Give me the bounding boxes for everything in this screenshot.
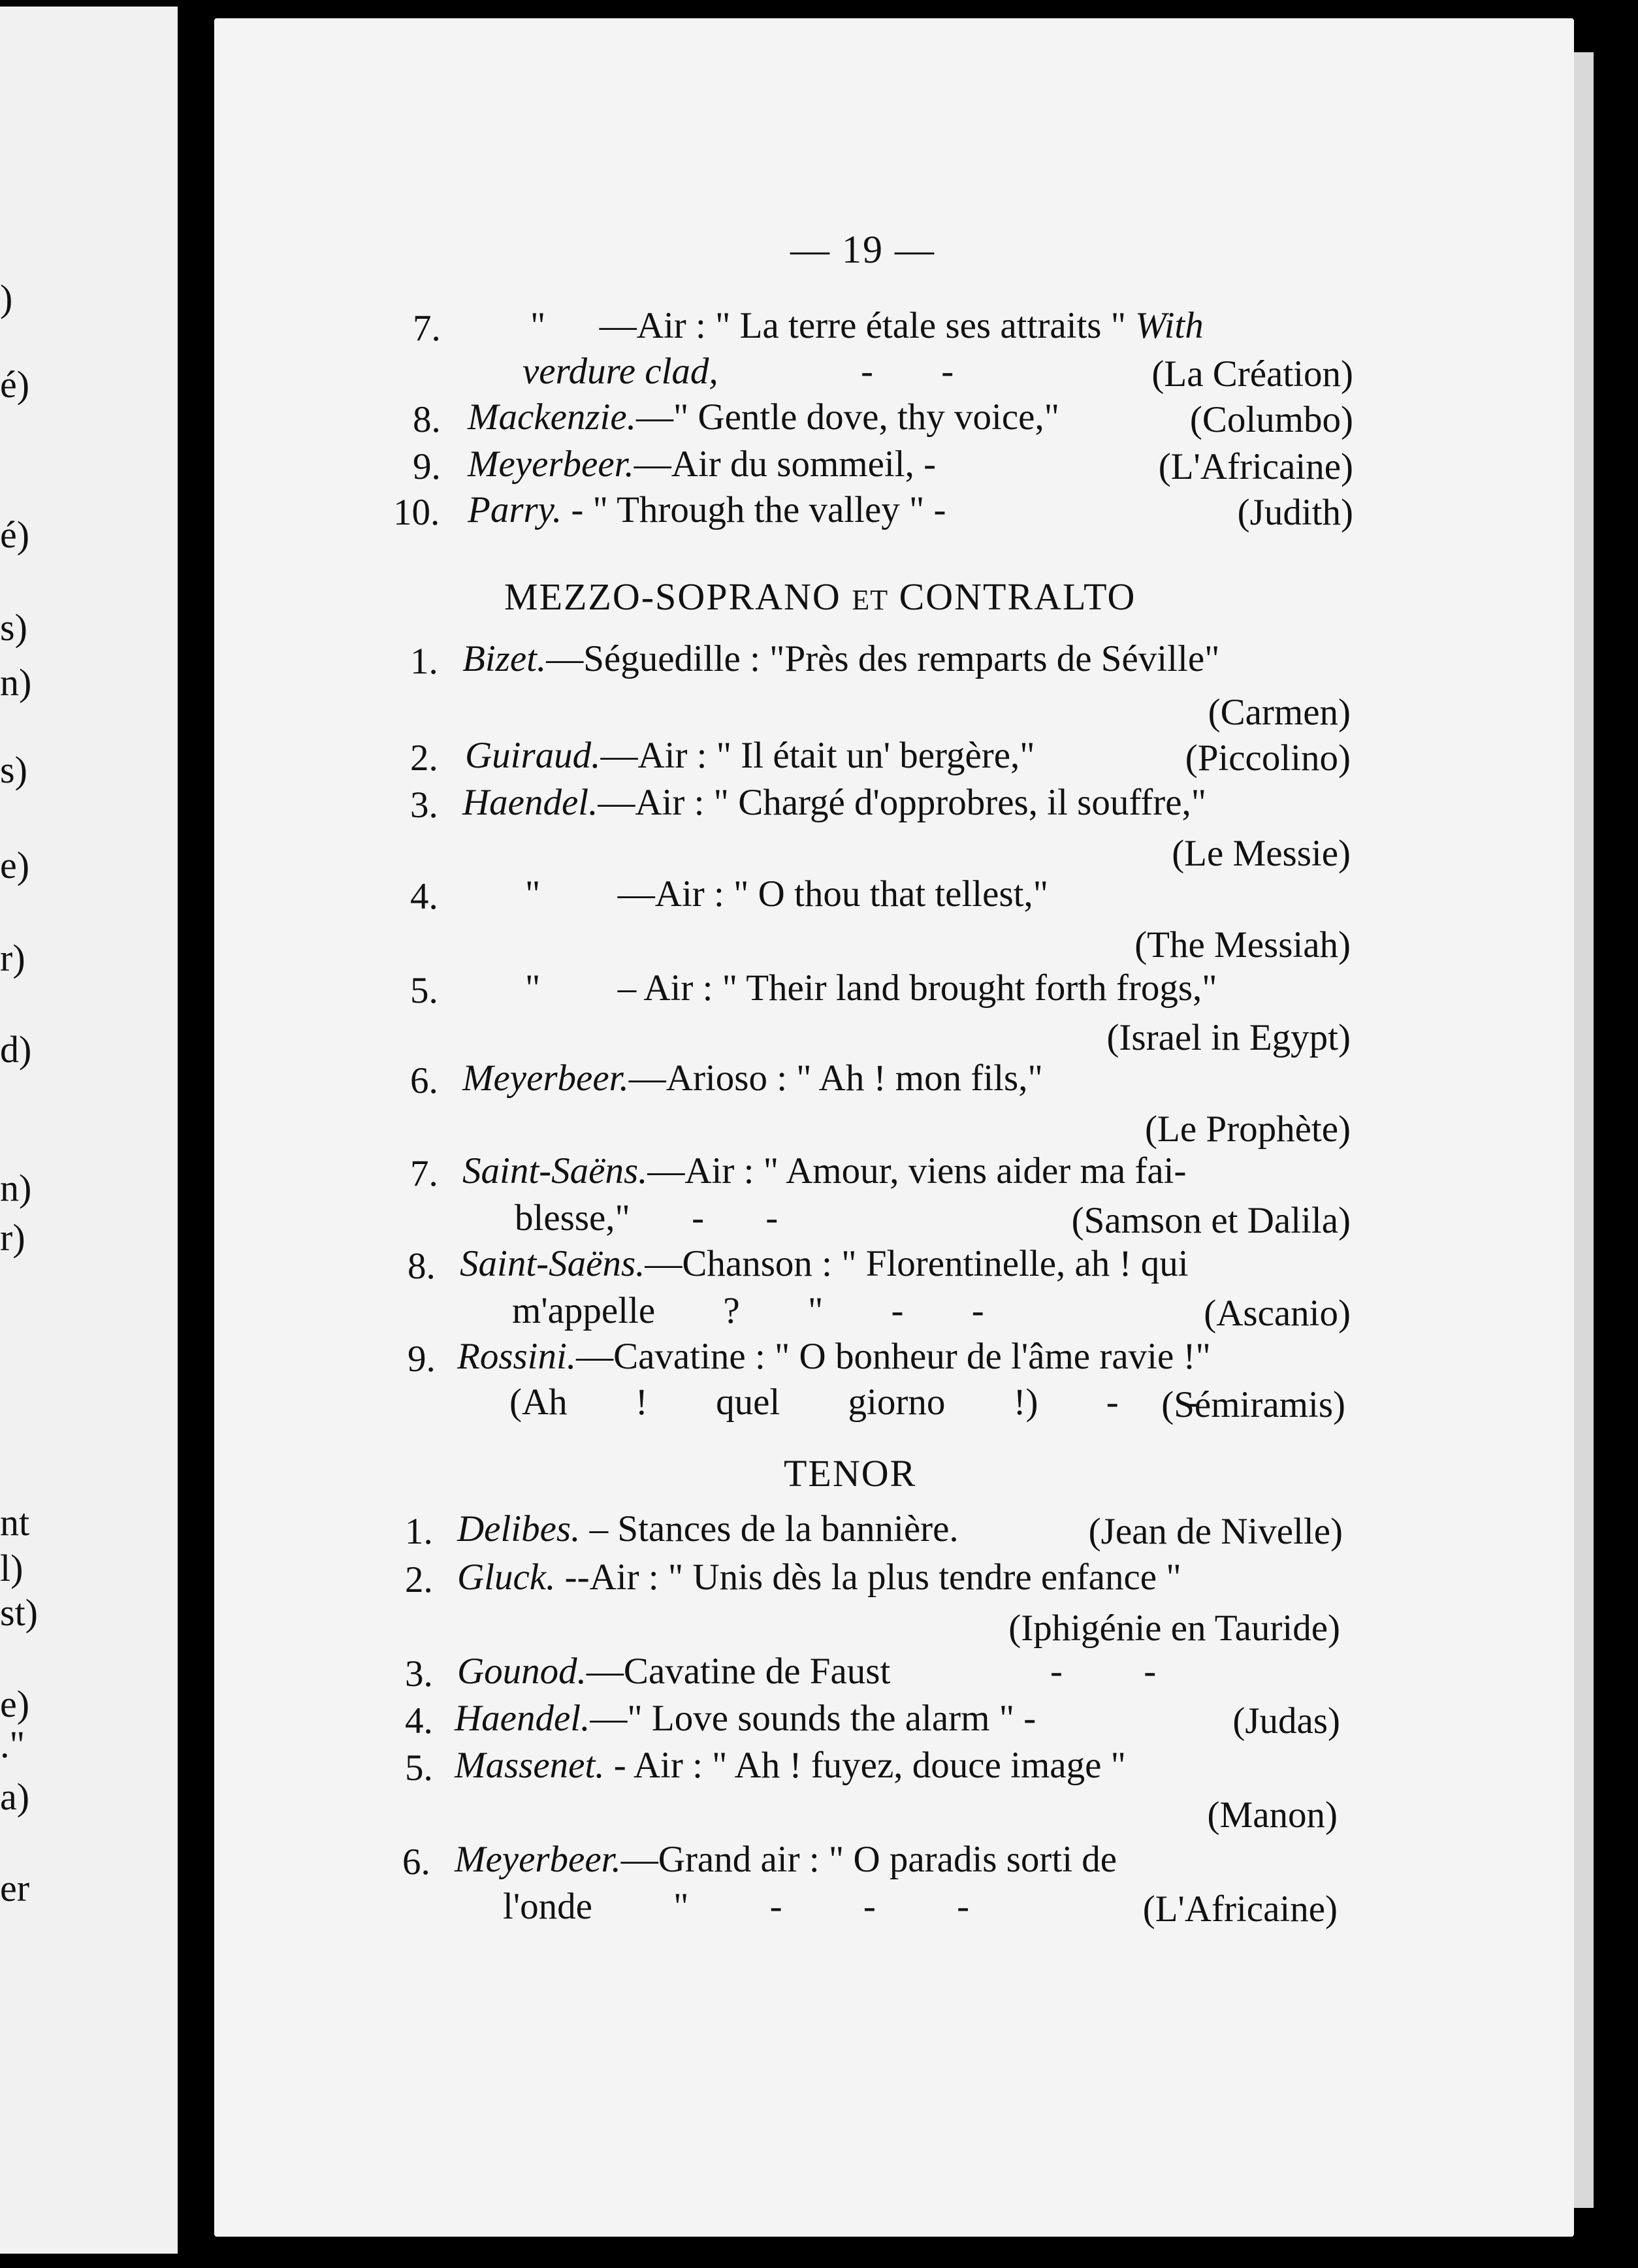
- composer-name: Bizet.: [462, 638, 547, 679]
- item-title: - " Through the valley " -: [571, 489, 946, 530]
- item-title: – Stances de la bannière.: [589, 1508, 959, 1549]
- list-item: [468, 446, 936, 483]
- item-number: 1.: [405, 1511, 433, 1552]
- facing-page-fragment: l): [0, 1547, 24, 1589]
- facing-page-fragment: s): [0, 606, 27, 649]
- item-number: 7.: [413, 308, 441, 349]
- ditto-mark: ": [530, 305, 546, 346]
- composer-name: Meyerbeer.: [455, 1839, 621, 1880]
- work-title: (Le Prophète): [1145, 1109, 1351, 1150]
- item-title-continued: blesse," - -: [515, 1197, 779, 1239]
- item-title: - Air : " Ah ! fuyez, douce image ": [613, 1745, 1126, 1786]
- item-number: 4.: [410, 876, 438, 917]
- work-title: (Columbo): [1189, 399, 1353, 440]
- composer-name: Mackenzie.: [468, 397, 636, 438]
- list-item: [468, 491, 946, 528]
- list-item: [468, 398, 1059, 436]
- composer-name: Haendel.: [455, 1698, 590, 1739]
- item-title: —" Love sounds the alarm " -: [590, 1698, 1036, 1739]
- page-number: — 19 —: [790, 228, 935, 271]
- work-title: (Israel in Egypt): [1106, 1017, 1351, 1058]
- work-title: (L'Africaine): [1158, 446, 1353, 487]
- work-title: (Sémiramis): [1161, 1384, 1345, 1425]
- list-item: [462, 640, 1219, 677]
- item-title: —Air : " Il était un' bergère,": [600, 735, 1035, 776]
- composer-name: Meyerbeer.: [468, 444, 634, 485]
- leader-dashes: - -: [861, 351, 954, 392]
- item-title: —Séguedille : "Près des remparts de Séville": [546, 638, 1220, 679]
- item-number: 9.: [413, 446, 441, 487]
- list-item: [525, 969, 1217, 1007]
- item-title: —Air : " La terre étale ses attraits ": [599, 305, 1126, 346]
- item-title: —Grand air : " O paradis sorti de: [620, 1839, 1117, 1880]
- work-title: (Carmen): [1208, 692, 1351, 733]
- work-title: (Judas): [1232, 1700, 1340, 1742]
- list-item: [457, 1559, 1181, 1596]
- item-number: 6.: [402, 1841, 430, 1883]
- item-number: 6.: [410, 1060, 438, 1101]
- list-item: [455, 1747, 1126, 1784]
- facing-page-fragment: n): [0, 1167, 32, 1209]
- section-heading-tenor: TENOR: [784, 1452, 917, 1495]
- list-item: [457, 1510, 959, 1547]
- item-number: 7.: [410, 1153, 438, 1194]
- item-title-continued: l'onde " - - -: [503, 1886, 970, 1927]
- item-number: 1.: [410, 641, 438, 682]
- facing-page-fragment: s): [0, 749, 27, 791]
- work-title: (Ascanio): [1204, 1293, 1351, 1334]
- composer-name: Gluck.: [457, 1557, 556, 1598]
- facing-page-fragment: r): [0, 1216, 25, 1259]
- item-number: 4.: [405, 1700, 433, 1742]
- item-title: —Chanson : " Florentinelle, ah ! qui: [645, 1243, 1189, 1284]
- composer-name: Delibes.: [457, 1508, 581, 1549]
- list-item: [455, 1700, 1036, 1737]
- facing-page-edge: [0, 7, 178, 2254]
- list-item: [462, 784, 1206, 821]
- facing-page-fragment: nt: [0, 1501, 30, 1544]
- item-title: --Air : " Unis dès la plus tendre enfance ": [564, 1557, 1181, 1598]
- list-item: [462, 1152, 1187, 1190]
- item-title: —Air : " Chargé d'opprobres, il souffre,": [598, 782, 1207, 823]
- list-item: [457, 1338, 1211, 1375]
- composer-name: Saint-Saëns.: [462, 1150, 648, 1191]
- facing-page-fragment: ): [0, 277, 13, 319]
- item-title-continued: (Ah ! quel giorno !) - -: [509, 1382, 1200, 1423]
- item-number: 2.: [410, 737, 438, 779]
- ditto-mark: ": [525, 873, 541, 915]
- facing-page-fragment: er: [0, 1867, 30, 1909]
- work-title: (Samson et Dalila): [1071, 1200, 1351, 1241]
- work-title: (La Création): [1151, 353, 1353, 395]
- work-title: (Jean de Nivelle): [1088, 1511, 1343, 1552]
- facing-page-fragment: é): [0, 363, 30, 406]
- item-title-italic: With: [1135, 305, 1204, 346]
- composer-name: Gounod.: [457, 1651, 586, 1692]
- item-title: —Air : " O thou that tellest,": [617, 873, 1048, 915]
- item-title: —Cavatine : " O bonheur de l'âme ravie !": [576, 1336, 1211, 1377]
- item-title: —Air du sommeil, -: [634, 444, 937, 485]
- item-title-continued: m'appelle ? " - -: [512, 1290, 984, 1331]
- facing-page-fragment: a): [0, 1775, 30, 1818]
- work-title: (Piccolino): [1185, 737, 1351, 779]
- leader-dashes: - -: [1050, 1651, 1157, 1692]
- list-item: [525, 875, 1048, 913]
- item-number: 5.: [410, 970, 438, 1011]
- facing-page-fragment: d): [0, 1028, 32, 1071]
- item-number: 8.: [408, 1246, 436, 1287]
- composer-name: Parry.: [468, 489, 562, 530]
- book-gutter: [178, 0, 214, 2268]
- composer-name: Saint-Saëns.: [460, 1243, 645, 1284]
- list-item: [462, 1060, 1043, 1097]
- composer-name: Massenet.: [455, 1745, 605, 1786]
- item-number: 2.: [405, 1559, 433, 1600]
- work-title: (The Messiah): [1134, 924, 1351, 965]
- composer-name: Meyerbeer.: [462, 1058, 629, 1099]
- item-number: 10.: [393, 492, 440, 533]
- item-title-continued: verdure clad,: [522, 351, 718, 392]
- facing-page-fragment: é): [0, 513, 30, 556]
- list-item: [457, 1653, 890, 1690]
- item-number: 3.: [410, 785, 438, 826]
- list-item: [530, 307, 1204, 344]
- facing-page-fragment: e): [0, 1683, 30, 1725]
- item-number: 3.: [405, 1653, 433, 1694]
- work-title: (Judith): [1237, 492, 1353, 533]
- item-title: —" Gentle dove, thy voice,": [635, 397, 1059, 438]
- composer-name: Guiraud.: [465, 735, 601, 776]
- ditto-mark: ": [525, 967, 541, 1009]
- item-number: 9.: [408, 1338, 436, 1380]
- page-edge: [1574, 52, 1594, 2208]
- item-title: – Air : " Their land brought forth frogs,": [617, 967, 1217, 1009]
- item-number: 8.: [413, 399, 441, 440]
- facing-page-fragment: r): [0, 937, 25, 979]
- item-title: —Cavatine de Faust: [586, 1651, 891, 1692]
- work-title: (Iphigénie en Tauride): [1008, 1608, 1340, 1649]
- item-title: —Air : " Amour, viens aider ma fai-: [647, 1150, 1187, 1191]
- work-title: (L'Africaine): [1142, 1888, 1338, 1930]
- composer-name: Haendel.: [462, 782, 598, 823]
- composer-name: Rossini.: [457, 1336, 577, 1377]
- facing-page-fragment: e): [0, 844, 30, 886]
- item-title: —Arioso : " Ah ! mon fils,": [628, 1058, 1043, 1099]
- list-item: [460, 1245, 1189, 1282]
- list-item: [455, 1841, 1117, 1878]
- section-heading-mezzo: MEZZO-SOPRANO ET CONTRALTO: [504, 575, 1136, 618]
- list-item: [465, 737, 1035, 774]
- facing-page-fragment: .": [0, 1723, 25, 1766]
- item-number: 5.: [405, 1747, 433, 1789]
- work-title: (Le Messie): [1172, 833, 1351, 874]
- work-title: (Manon): [1207, 1794, 1338, 1836]
- facing-page-fragment: st): [0, 1591, 38, 1634]
- facing-page-fragment: n): [0, 661, 32, 704]
